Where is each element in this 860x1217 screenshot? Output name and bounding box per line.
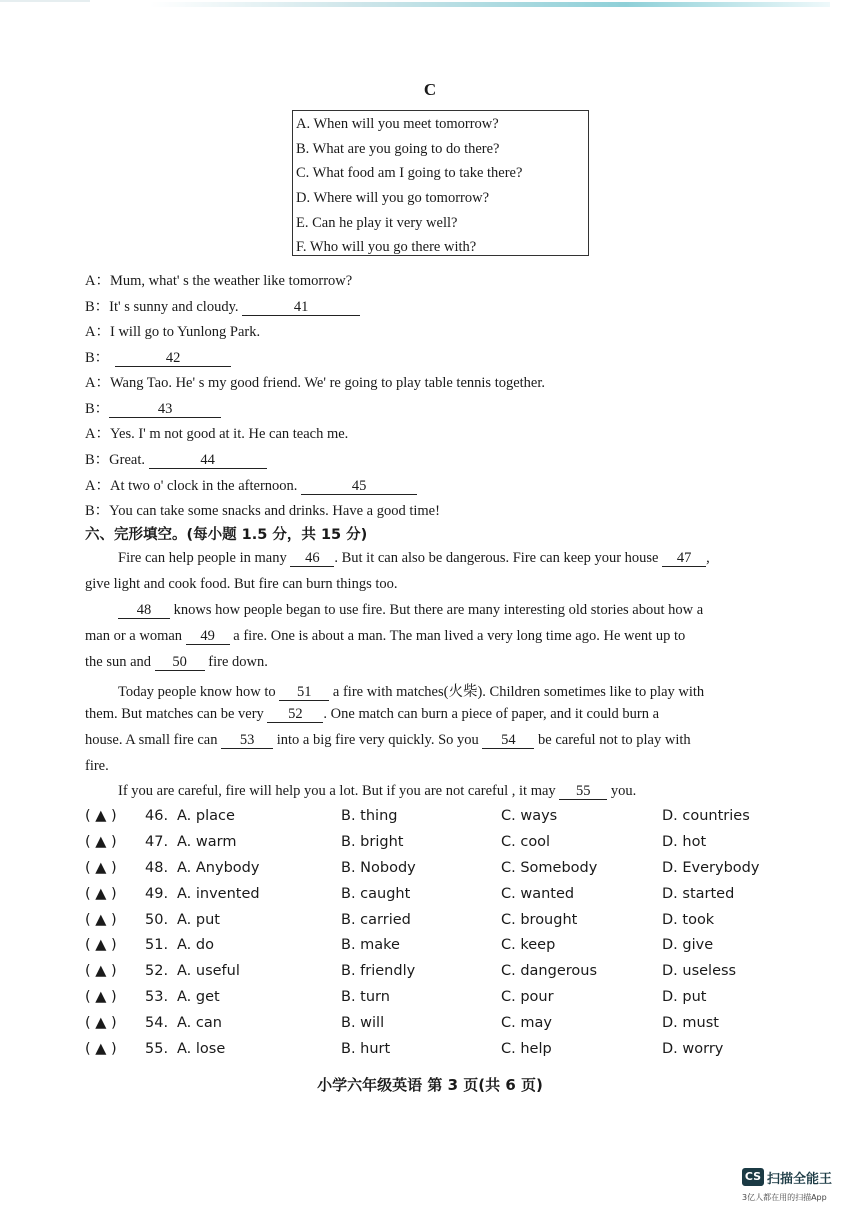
choice-c[interactable]: C. brought (501, 912, 578, 928)
blank-46[interactable]: 46 (290, 551, 334, 567)
choice-a[interactable]: A. get (177, 989, 220, 1005)
watermark-subtitle: 3亿人都在用的扫描App (742, 1193, 827, 1202)
blank-49[interactable]: 49 (186, 629, 230, 645)
dialogue-line: B： 43 (85, 397, 221, 418)
choice-a[interactable]: A. do (177, 937, 214, 953)
answer-mark[interactable]: ( ▲ ) (85, 937, 117, 953)
choice-d[interactable]: D. countries (662, 808, 750, 824)
passage-line: Fire can help people in many 46 . But it can also be dangerous. Fire can keep your house 47 , (118, 550, 710, 566)
passage-line: Today people know how to 51 a fire with matches(火柴). Children sometimes like to play with (118, 684, 705, 700)
dialogue-line: B：Great. 44 (85, 448, 267, 469)
choice-c[interactable]: C. dangerous (501, 963, 598, 979)
choice-d[interactable]: D. useless (662, 963, 737, 979)
page-footer: 小学六年级英语 第 3 页(共 6 页) (317, 1076, 543, 1094)
choice-c[interactable]: C. ways (501, 808, 558, 824)
choice-c[interactable]: C. pour (501, 989, 554, 1005)
dialogue-line: A：Wang Tao. He' s my good friend. We' re going to play table tennis together. (85, 375, 546, 391)
answer-mark[interactable]: ( ▲ ) (85, 989, 117, 1005)
choice-b[interactable]: B. Nobody (341, 860, 416, 876)
options-box (292, 110, 589, 256)
choice-c[interactable]: C. may (501, 1015, 552, 1031)
passage-line: If you are careful, fire will help you a lot. But if you are not careful , it may 55 you. (118, 783, 637, 799)
question-row: ( ▲ ) 52. A. useful B. friendly C. dangerous D. useless (85, 963, 737, 979)
choice-a[interactable]: A. put (177, 912, 220, 928)
choice-a[interactable]: A. can (177, 1015, 222, 1031)
dialogue-line: A：I will go to Yunlong Park. (85, 324, 261, 340)
option-b: B. What are you going to do there? (296, 140, 500, 157)
answer-mark[interactable]: ( ▲ ) (85, 1041, 117, 1057)
watermark-name: 扫描全能王 (767, 1172, 833, 1187)
choice-b[interactable]: B. turn (341, 989, 390, 1005)
answer-mark[interactable]: ( ▲ ) (85, 1015, 117, 1031)
option-e: E. Can he play it very well? (296, 214, 458, 231)
question-row: ( ▲ ) 47. A. warm B. bright C. cool D. hot (85, 834, 707, 850)
blank-55[interactable]: 55 (559, 784, 607, 800)
choice-b[interactable]: B. will (341, 1015, 385, 1031)
passage-line: 48 knows how people began to use fire. But there are many interesting old stories about how a (85, 602, 795, 619)
answer-mark[interactable]: ( ▲ ) (85, 963, 117, 979)
question-row: ( ▲ ) 49. A. invented B. caught C. wanted D. started (85, 886, 735, 902)
dialogue-line: A：At two o' clock in the afternoon. 45 (85, 474, 417, 495)
scan-top-bar (150, 2, 830, 7)
answer-mark[interactable]: ( ▲ ) (85, 808, 117, 824)
choice-a[interactable]: A. useful (177, 963, 240, 979)
scan-edge-line (0, 0, 90, 2)
choice-a[interactable]: A. place (177, 808, 235, 824)
choice-d[interactable]: D. Everybody (662, 860, 760, 876)
choice-c[interactable]: C. wanted (501, 886, 575, 902)
camscanner-logo-icon: CS (742, 1168, 764, 1186)
dialogue-line: B：It' s sunny and cloudy. 41 (85, 295, 360, 316)
option-d: D. Where will you go tomorrow? (296, 190, 490, 207)
passage-line: man or a woman 49 a fire. One is about a man. The man lived a very long time ago. He went up to (85, 628, 686, 644)
choice-a[interactable]: A. lose (177, 1041, 226, 1057)
choice-d[interactable]: D. started (662, 886, 735, 902)
choice-b[interactable]: B. bright (341, 834, 404, 850)
question-row: ( ▲ ) 54. A. can B. will C. may D. must (85, 1015, 719, 1031)
question-row: ( ▲ ) 46. A. place B. thing C. ways D. countries (85, 808, 750, 824)
answer-mark[interactable]: ( ▲ ) (85, 886, 117, 902)
choice-b[interactable]: B. make (341, 937, 400, 953)
question-row: ( ▲ ) 55. A. lose B. hurt C. help D. worry (85, 1041, 724, 1057)
answer-mark[interactable]: ( ▲ ) (85, 860, 117, 876)
question-row: ( ▲ ) 53. A. get B. turn C. pour D. put (85, 989, 707, 1005)
blank-41[interactable]: 41 (242, 300, 360, 316)
choice-a[interactable]: A. Anybody (177, 860, 260, 876)
choice-a[interactable]: A. invented (177, 886, 260, 902)
choice-d[interactable]: D. give (662, 937, 714, 953)
blank-44[interactable]: 44 (149, 453, 267, 469)
cloze-heading: 六、完形填空。(每小题 1.5 分，共 15 分) (85, 527, 368, 543)
answer-mark[interactable]: ( ▲ ) (85, 912, 117, 928)
choice-a[interactable]: A. warm (177, 834, 237, 850)
blank-51[interactable]: 51 (279, 685, 329, 701)
dialogue-line: A：Mum, what' s the weather like tomorrow? (85, 273, 353, 289)
choice-b[interactable]: B. carried (341, 912, 411, 928)
blank-45[interactable]: 45 (301, 479, 417, 495)
choice-d[interactable]: D. took (662, 912, 715, 928)
option-c: C. What food am I going to take there? (296, 165, 523, 182)
choice-b[interactable]: B. friendly (341, 963, 416, 979)
blank-52[interactable]: 52 (267, 707, 323, 723)
blank-43[interactable]: 43 (109, 402, 221, 418)
answer-mark[interactable]: ( ▲ ) (85, 834, 117, 850)
passage-line: give light and cook food. But fire can burn things too. (85, 576, 398, 592)
choice-c[interactable]: C. keep (501, 937, 556, 953)
dialogue-line: A：Yes. I' m not good at it. He can teach me. (85, 426, 349, 442)
question-row: ( ▲ ) 48. A. Anybody B. Nobody C. Somebody D. Everybody (85, 860, 760, 876)
blank-48[interactable]: 48 (118, 603, 170, 619)
passage-line: fire. (85, 758, 109, 774)
passage-line: the sun and 50 fire down. (85, 654, 268, 670)
choice-d[interactable]: D. put (662, 989, 707, 1005)
passage-line: house. A small fire can 53 into a big fire very quickly. So you 54 be careful not to play with (85, 732, 691, 748)
choice-c[interactable]: C. Somebody (501, 860, 598, 876)
question-row: ( ▲ ) 51. A. do B. make C. keep D. give (85, 937, 714, 953)
choice-b[interactable]: B. thing (341, 808, 398, 824)
choice-b[interactable]: B. caught (341, 886, 411, 902)
blank-47[interactable]: 47 (662, 551, 706, 567)
dialogue-line: B： 42 (85, 346, 231, 367)
blank-54[interactable]: 54 (482, 733, 534, 749)
choice-b[interactable]: B. hurt (341, 1041, 391, 1057)
blank-50[interactable]: 50 (155, 655, 205, 671)
option-a: A. When will you meet tomorrow? (296, 116, 499, 132)
passage-line: them. But matches can be very 52 . One match can burn a piece of paper, and it could burn a (85, 706, 660, 722)
blank-42[interactable]: 42 (115, 351, 231, 367)
section-label: C (423, 80, 437, 99)
choice-d[interactable]: D. hot (662, 834, 707, 850)
choice-d[interactable]: D. must (662, 1015, 719, 1031)
blank-53[interactable]: 53 (221, 733, 273, 749)
option-f: F. Who will you go there with? (296, 239, 477, 256)
choice-c[interactable]: C. help (501, 1041, 552, 1057)
choice-d[interactable]: D. worry (662, 1041, 724, 1057)
question-row: ( ▲ ) 50. A. put B. carried C. brought D. took (85, 912, 715, 928)
choice-c[interactable]: C. cool (501, 834, 551, 850)
dialogue-line: B：You can take some snacks and drinks. Have a good time! (85, 503, 440, 519)
